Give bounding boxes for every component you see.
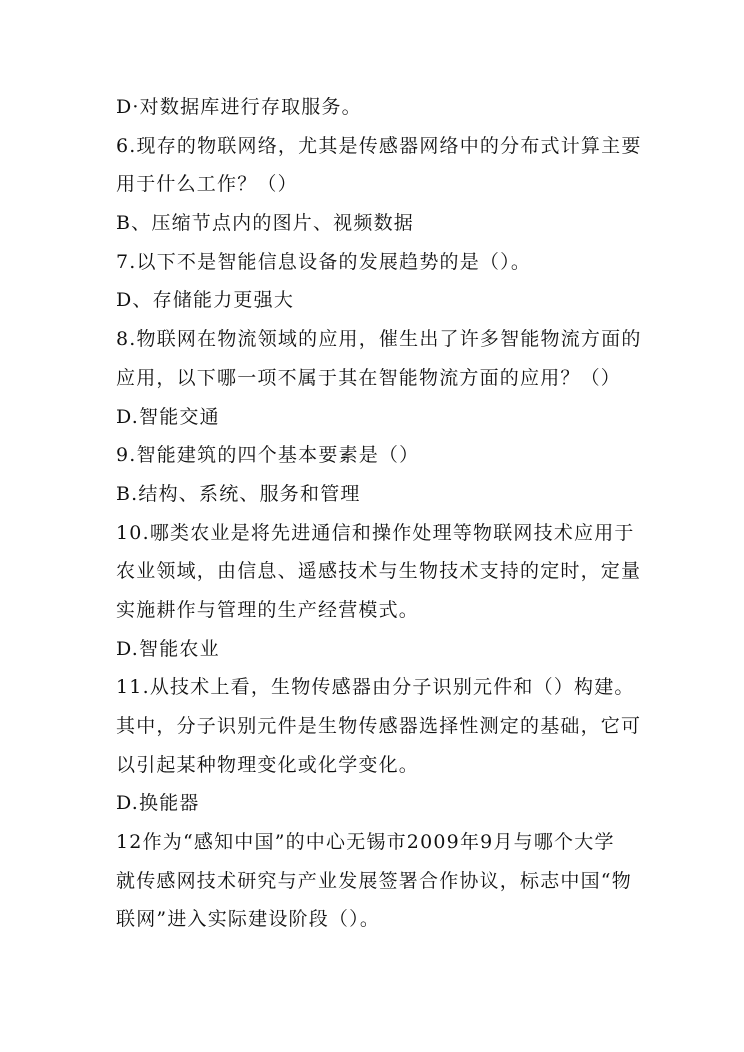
text-line: 以引起某种物理变化或化学变化。 [116, 753, 420, 776]
text-line: 7.以下不是智能信息设备的发展趋势的是（）。 [116, 250, 532, 273]
text-line: 应用，以下哪一项不属于其在智能物流方面的应用？（） [116, 366, 622, 389]
text-line: D·对数据库进行存取服务。 [116, 96, 362, 118]
text-line: 10.哪类农业是将先进通信和操作处理等物联网技术应用于 [116, 521, 635, 544]
text-line: 11.从技术上看，生物传感器由分子识别元件和（）构建。 [116, 676, 635, 699]
text-line: D.换能器 [116, 792, 200, 815]
text-line: B.结构、系统、服务和管理 [116, 482, 361, 505]
text-line: 其中，分子识别元件是生物传感器选择性测定的基础，它可 [116, 715, 642, 737]
text-line: 实施耕作与管理的生产经营模式。 [116, 598, 420, 621]
text-line: D.智能交通 [116, 405, 220, 428]
text-line: B、压缩节点内的图片、视频数据 [116, 212, 414, 235]
text-line: 用于什么工作？（） [116, 173, 298, 196]
text-line: 就传感网技术研究与产业发展签署合作协议，标志中国“物 [116, 869, 632, 892]
text-line: 12作为“感知中国”的中心无锡市2009年9月与哪个大学 [116, 831, 615, 854]
text-line: 9.智能建筑的四个基本要素是（） [116, 444, 420, 467]
text-line: 联网”进入实际建设阶段（）。 [116, 908, 381, 931]
text-line: D、存储能力更强大 [116, 289, 295, 312]
text-line: 6.现存的物联网络，尤其是传感器网络中的分布式计算主要 [116, 134, 642, 157]
document-page [116, 88, 640, 939]
text-line: D.智能农业 [116, 637, 220, 660]
text-line: 农业领域，由信息、遥感技术与生物技术支持的定时，定量 [116, 560, 642, 583]
text-line: 8.物联网在物流领域的应用，催生出了许多智能物流方面的 [116, 328, 642, 351]
